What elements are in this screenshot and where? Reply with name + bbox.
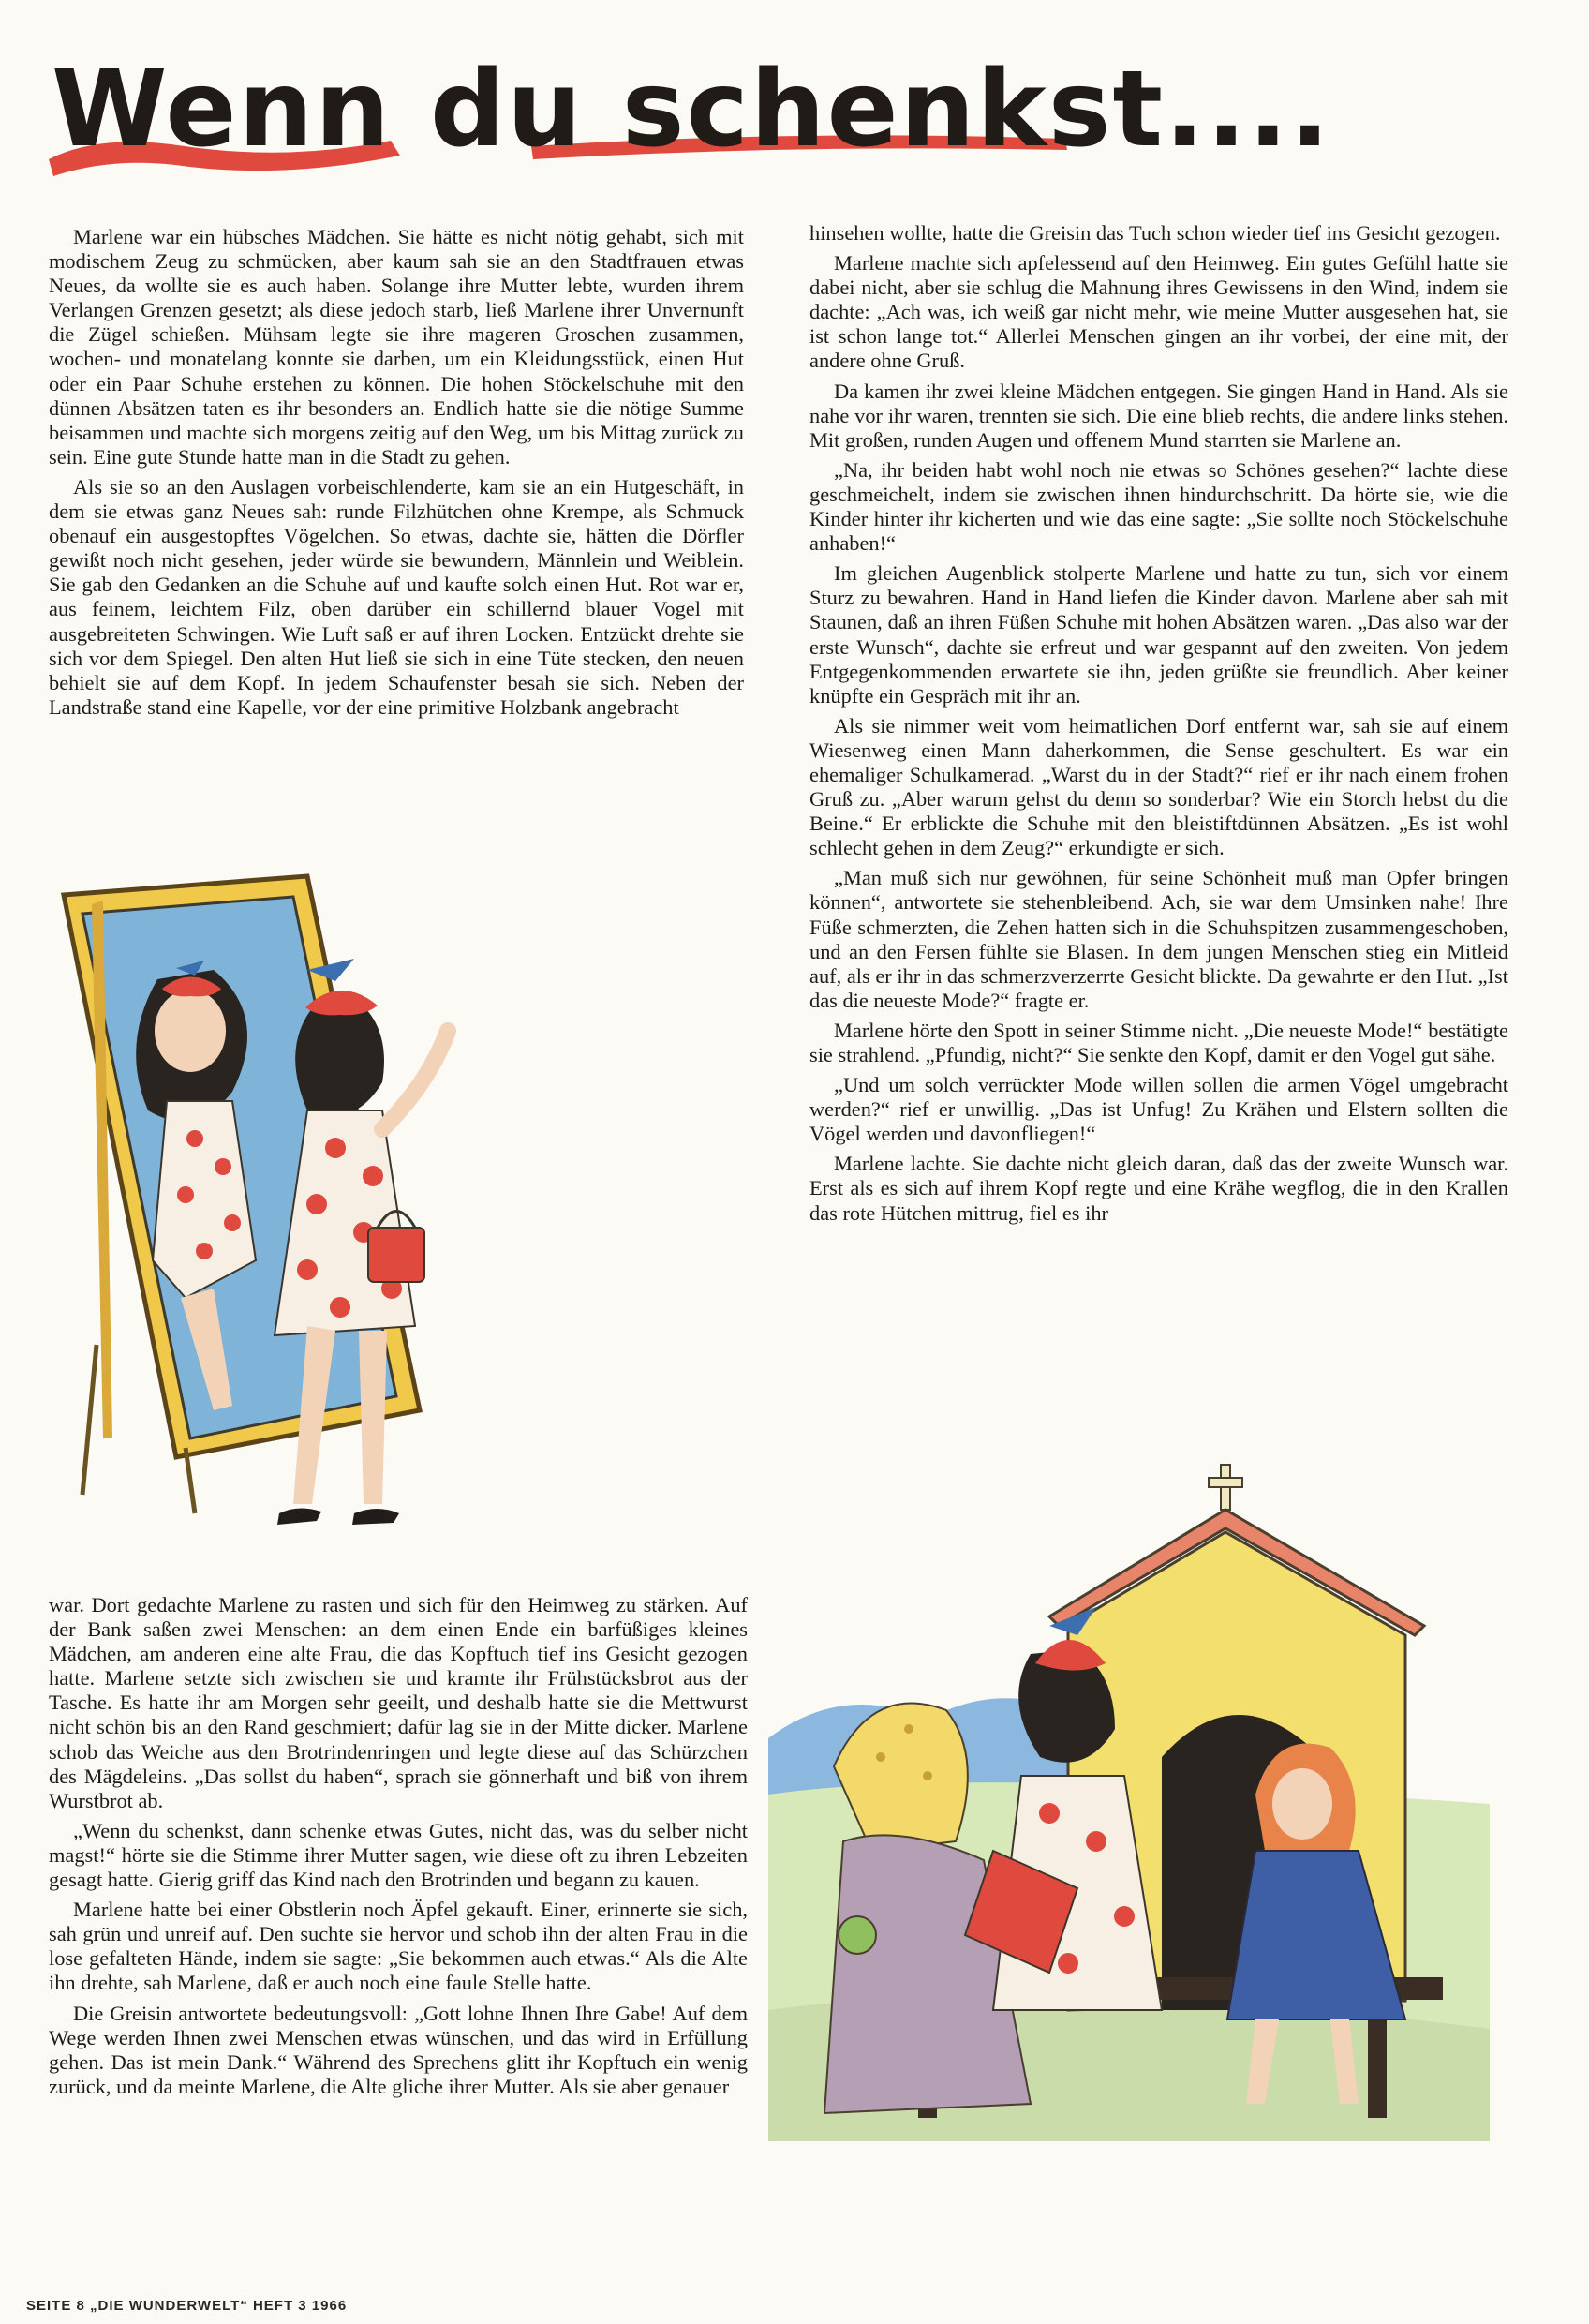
- paragraph: Marlene hörte den Spott in seiner Stimme nicht. „Die neueste Mode!“ bestätigte sie strahlend. „Pfundig, nicht?“ Sie senkte den Kopf, damit er den Vogel gut sähe.: [809, 1018, 1508, 1066]
- paragraph: Als sie nimmer weit vom heimatlichen Dorf entfernt war, sah sie auf einem Wiesenweg einen Mann daherkommen, die Sense geschultert. Es war ein ehemaliger Schulkamerad. „Warst du in der Stadt?“ rief er ihr nach einem frohen Gruß zu. „Aber warum gehst du denn so sonderbar? Wie ein Storch hebst du die Beine.“ Er erblickte die Schuhe mit den bleistiftdünnen Absätzen. „Es ist wohl schlecht gehen in dem Zeug?“ erkundigte er sich.: [809, 713, 1508, 860]
- paragraph: hinsehen wollte, hatte die Greisin das Tuch schon wieder tief ins Gesicht gezogen.: [809, 221, 1501, 245]
- paragraph: Marlene hatte bei einer Obstlerin noch Äpfel gekauft. Einer, erinnerte sie sich, sah grün und unreif auf. Den suchte sie hervor und schob ihn der alten Frau in die lose gefalteten Hände, indem sie sagte: „Sie bekommen auch etwas.“ Als die Alte ihn drehte, sah Marlene, daß er auch noch eine faule Stelle hatte.: [49, 1898, 748, 1995]
- illustration-girl-at-mirror: [54, 857, 832, 1570]
- title-text: Wenn du schenkst....: [52, 49, 1332, 171]
- paragraph: „Und um solch verrückter Mode willen sollen die armen Vögel umgebracht werden?“ rief er unwillig. „Das ist Unfug! Zu Krähen und Elstern sollten die Vögel werden und davonfliegen!“: [809, 1073, 1508, 1146]
- paragraph: „Na, ihr beiden habt wohl noch nie etwas so Schönes gesehen?“ lachte diese geschmeichelt, indem sie zwischen ihnen hindurchschritt. Da hörte sie, wie die Kinder hinter ihr kicherten und wie das eine sagte: „Sie sollte noch Stöckelschuhe anhaben!“: [809, 457, 1508, 556]
- paragraph: Marlene war ein hübsches Mädchen. Sie hätte es nicht nötig gehabt, sich mit modischem Zeug zu schmücken, aber kaum sah sie an den Stadtfrauen etwas Neues, da wollte sie es auch haben. Solange ihre Mutter lebte, wurden ihrem Verlangen Grenzen gesetzt; als diese jedoch starb, ließ Marlene ihrer Unvernunft die Zügel schießen. Mühsam legte sie ihre mageren Groschen zusammen, wochen- und monatelang konnte sie darben, um ein Kleidungsstück, einen Hut oder ein Paar Schuhe erstehen zu können. Die hohen Stöckelschuhe mit den dünnen Absätzen taten es ihr besonders an. Endlich hatte sie die nötige Summe beisammen und machte sich morgens zeitig auf den Weg, um bis Mittag zurück zu sein. Eine gute Stunde hatte man in die Stadt zu gehen.: [49, 225, 744, 469]
- paragraph: Als sie so an den Auslagen vorbeischlenderte, kam sie an ein Hutgeschäft, in dem sie etwas ganz Neues sah: runde Filzhütchen ohne Krempe, als Schmuck obenauf ein ausgestopftes Vögelchen. So etwas, dachte sie, hätten die Dörfler gewißt noch nicht gesehen, jeder würde sie bewundern, Männlein und Weiblein. Sie gab den Gedanken an die Schuhe auf und kaufte solch einen Hut. Rot war er, aus feinem, leichtem Filz, oben darüber ein schillernd blauer Vogel mit ausgebreiteten Schwingen. Wie Luft saß er auf ihren Locken. Entzückt drehte sie sich vor dem Spiegel. Den alten Hut ließ sie sich in eine Tüte stecken, den neuen behielt sie auf dem Kopf. In jedem Schaufenster besah sie sich. Neben der Landstraße stand eine Kapelle, vor der eine primitive Holzbank angebracht: [49, 474, 744, 719]
- page-footer: SEITE 8 „DIE WUNDERWELT“ HEFT 3 1966: [26, 2298, 348, 2314]
- paragraph: Im gleichen Augenblick stolperte Marlene und hatte zu tun, sich vor einem Sturz zu bewahren. Hand in Hand liefen die Kinder davon. Marlene aber sah mit Staunen, daß an ihren Füßen Schuhe mit hohen Absätzen waren. „Das also war der erste Wunsch“, dachte sie erfreut und war gespannt auf den zweiten. Von jedem Entgegenkommenden erwartete sie ihn, jeden grüßte sie freundlich. Aber keiner knüpfte ein Gespräch mit ihr an.: [809, 561, 1508, 708]
- paragraph: Die Greisin antwortete bedeutungsvoll: „Gott lohne Ihnen Ihre Gabe! Auf dem Wege werden Ihnen zwei Menschen etwas wünschen, und das wird in Erfüllung gehen. Das ist mein Dank.“ Während des Sprechens glitt ihr Kopftuch ein wenig zurück, und da meinte Marlene, die Alte gliche ihrer Mutter. Als sie aber genauer: [49, 2001, 748, 2098]
- paragraph: „Man muß sich nur gewöhnen, für seine Schönheit muß man Opfer bringen können“, antwortete sie stehenbleibend. Ach, sie war dem Umsinken nahe! Ihre Füße schmerzten, die Zehen hatten sich in die Schuhspitzen zusammengeschoben, und an den Fersen fühlte sie Blasen. In dem jungen Menschen stieg ein Mitleid auf, als er ihr in das schmerzverzerrte Gesicht blickte. Da gewahrte er den Hut. „Ist das die neueste Mode?“ fragte er.: [809, 866, 1508, 1012]
- girl-figure: [275, 959, 448, 1525]
- column-right: [809, 221, 1508, 1231]
- paragraph: Da kamen ihr zwei kleine Mädchen entgegen. Sie gingen Hand in Hand. Als sie nahe vor ihr waren, trennten sie sich. Die eine blieb rechts, die andere links stehen. Mit großen, runden Augen und offenem Mund starrten sie Marlene an.: [809, 379, 1508, 452]
- paragraph: Marlene machte sich apfelessend auf den Heimweg. Ein gutes Gefühl hatte sie dabei nicht, aber sie schlug die Mahnung ihres Gewissens in den Wind, indem sie dachte: „Ach was, ich weiß gar nicht mehr, wie meine Mutter ausgesehen hat, sie ist schon lange tot.“ Allerlei Menschen gingen an ihr vorbei, der eine mit, der andere ohne Gruß.: [809, 251, 1508, 373]
- illustration-chapel-bench: [768, 1448, 1490, 2141]
- paragraph: „Wenn du schenkst, dann schenke etwas Gutes, nicht das, was du selber nicht magst!“ hörte sie die Stimme ihrer Mutter sagen, wie diese oft zu ihren Lebzeiten gesagt hatte. Gierig griff das Kind nach den Brotrinden und begann zu kauen.: [49, 1818, 748, 1892]
- paragraph: war. Dort gedachte Marlene zu rasten und sich für den Heimweg zu stärken. Auf der Bank saßen zwei Menschen: an dem einen Ende ein barfüßiges kleines Mädchen, am anderen eine alte Frau, die das Kopftuch tief ins Gesicht gezogen hatte. Marlene setzte sich zwischen sie und kramte ihr Frühstücksbrot aus der Tasche. Es hatte ihr am Morgen sehr geeilt, und deshalb hatte sie die Mettwurst nicht schön bis an den Rand geschmiert; dafür lag sie in der Mitte dicker. Marlene schob das Weiche aus den Brotrindenringen und legte diese auf das Schürzchen des Mägdeleins. „Das sollst du haben“, sprach sie gönnerhaft und biß von ihrem Wurstbrot ab.: [49, 1593, 748, 1812]
- column-left-top: [49, 225, 744, 725]
- column-left-bottom: [49, 1593, 748, 2105]
- page-title: [52, 49, 1332, 189]
- paragraph: Marlene lachte. Sie dachte nicht gleich daran, daß das der zweite Wunsch war. Erst als es sich auf ihrem Kopf regte und eine Krähe wegflog, die in den Krallen das rote Hütchen mittrug, fiel es ihr: [809, 1152, 1508, 1225]
